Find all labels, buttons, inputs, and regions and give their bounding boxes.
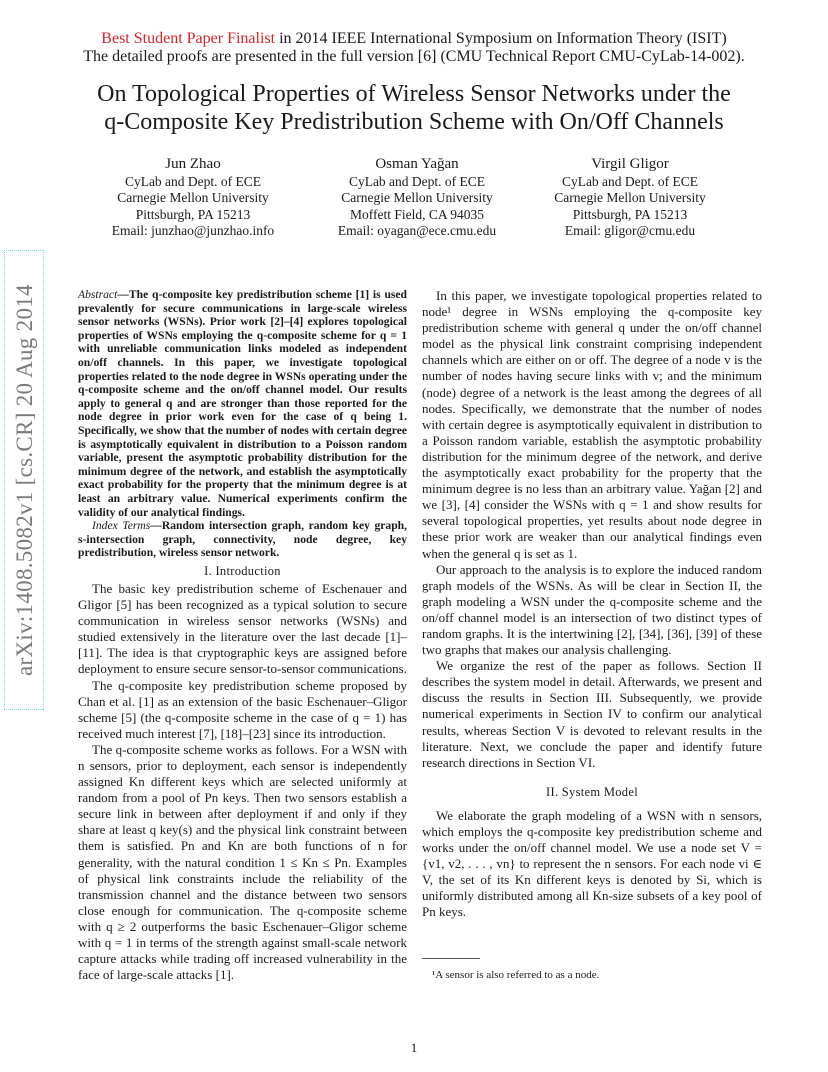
page-number: 1 [410, 1040, 418, 1055]
author-university: Carnegie Mellon University [341, 190, 493, 205]
author-3 [530, 156, 730, 240]
abstract-label: Abstract [78, 288, 118, 301]
footnote: ¹A sensor is also referred to as a node. [432, 969, 600, 981]
abstract [78, 288, 407, 519]
title-line-1: On Topological Properties of Wireless Sensor Networks under the [97, 81, 731, 107]
paper-title [40, 80, 788, 136]
arxiv-identifier-link[interactable]: arXiv:1408.5082v1 [cs.CR] 20 Aug 2014 [4, 250, 44, 710]
intro-paragraph-5: Our approach to the analysis is to explore the induced random graph models of the WSNs. As will be clear in Section II, the graph modeling a WSN under the q-composite scheme and the on/off channel model is an intersection of two distinct types of random graphs. It is the intertwining [2], [34], [36], [39] of these two graphs that makes our analysis challenging. [422, 561, 762, 658]
section-heading-system-model: II. System Model [546, 784, 638, 799]
intro-paragraph-4: In this paper, we investigate topological properties related to node¹ degree in WSNs employing the q-composite key predistribution scheme with general q under the on/off channel model as the physical link constraint comprising independent channels which are either on or off. The degree of a node v is the number of nodes having secure links with v; and the minimum (node) degree of a network is the least among the degrees of all nodes. Specifically, we demonstrate that the number of nodes with certain degree is asymptotically equivalent in distribution to a Poisson random variable, establish the asymptotic probability distribution for the minimum degree of the network, and derive the asymptotically exact probability for the property that the minimum degree is no less than an arbitrary value. Yağan [2] and we [3], [4] consider the WSNs with q = 1 and show results for several topological properties, yet results about node degree in these prior work are weaker than our analytical findings even when the general q is set as 1. [422, 288, 762, 561]
index-terms-text: —Random intersection graph, random key graph, s-intersection graph, connectivity, node degree, key predistribution, wireless sensor network. [78, 519, 407, 560]
award-text: in 2014 IEEE International Symposium on Information Theory (ISIT) [275, 30, 727, 47]
author-address: Pittsburgh, PA 15213 [135, 206, 251, 222]
right-column [422, 288, 762, 921]
author-name: Virgil Gligor [591, 156, 669, 172]
system-model-paragraph: We elaborate the graph modeling of a WSN with n sensors, which employs the q-composite key predistribution scheme and works under the on/off channel model. We use a node set V = {v1, v2, . . . , vn} to represent the n sensors. For each node vi ∈ V, the set of its Kn different keys is denoted by Si, which is uniformly distributed among all Kn-size subsets of a key pool of Pn keys. [422, 807, 762, 920]
proofs-note: The detailed proofs are presented in the full version [6] (CMU Technical Report CMU-CyLab-14-002). [83, 48, 745, 65]
left-column [78, 288, 407, 983]
author-email[interactable]: Email: junzhao@junzhao.info [111, 223, 275, 238]
author-university: Carnegie Mellon University [554, 190, 706, 205]
author-name: Jun Zhao [165, 156, 221, 172]
intro-paragraph-2: The q-composite key predistribution scheme proposed by Chan et al. [1] as an extension of the basic Eschenauer–Gligor scheme [5] (the q-composite scheme in the case of q = 1) has received much interest [7], [18]–[23] since its introduction. [78, 677, 407, 741]
abstract-text: —The q-composite key predistribution scheme [1] is used prevalently for secure communications in large-scale wireless sensor networks (WSNs). Prior work [2]–[4] explores topological properties of WSNs employing the q-composite scheme for q = 1 with unreliable communication links modeled as independent on/off channels. In this paper, we investigate topological properties related to the node degree in WSNs operating under the q-composite scheme and the on/off channel model. Our results apply to general q and are stronger than those reported for the node degree in prior work even for the case of q being 1. Specifically, we show that the number of nodes with certain degree is asymptotically equivalent in distribution to a Poisson random variable, present the asymptotic probability distribution for the minimum degree of the network, and establish the asymptotically exact probability for the property that the minimum degree is at least an arbitrary value. Numerical experiments confirm the validity of our analytical findings. [78, 288, 407, 519]
intro-paragraph-3: The q-composite scheme works as follows. For a WSN with n sensors, prior to deployment, each sensor is independently assigned Kn different keys which are selected uniformly at random from a pool of Pn keys. Then two sensors establish a secure link in between after deployment if and only if they share at least q key(s) and the physical link constraint between them is satisfied. Pn and Kn are both functions of n for generality, with the natural condition 1 ≤ Kn ≤ Pn. Examples of physical link constraints include the reliability of the transmission channel and the distance between two sensors close enough for communication. The q-composite scheme with q ≥ 2 outperforms the basic Eschenauer–Gligor scheme with q = 1 in terms of the strength against small-scale network capture attacks while trading off increased vulnerability in the face of large-scale attacks [1]. [78, 741, 407, 983]
author-1 [93, 156, 293, 240]
author-affiliation: CyLab and Dept. of ECE [348, 173, 486, 189]
author-address: Pittsburgh, PA 15213 [572, 206, 688, 222]
intro-paragraph-1: The basic key predistribution scheme of Eschenauer and Gligor [5] has been recognized as a typical solution to secure communication in wireless sensor networks (WSNs) and studied extensively in the literature over the last decade [1]–[11]. The idea is that cryptographic keys are assigned before deployment to ensure secure sensor-to-sensor communications. [78, 580, 407, 677]
footnote-rule [422, 958, 480, 959]
author-address: Moffett Field, CA 94035 [349, 206, 484, 222]
title-line-2: q-Composite Key Predistribution Scheme with On/Off Channels [104, 109, 724, 135]
author-affiliation: CyLab and Dept. of ECE [124, 173, 262, 189]
award-label: Best Student Paper Finalist [101, 30, 276, 47]
intro-paragraph-6: We organize the rest of the paper as follows. Section II describes the system model in detail. Afterwards, we present and discuss the results in Section III. Subsequently, we provide numerical experiments in Section IV to confirm our analytical results, whereas Section V is devoted to relevant results in the literature. Next, we conclude the paper and identify future research directions in Section VI. [422, 658, 762, 770]
author-affiliation: CyLab and Dept. of ECE [561, 173, 699, 189]
author-university: Carnegie Mellon University [117, 190, 269, 205]
author-name: Osman Yağan [375, 156, 459, 172]
author-email[interactable]: Email: gligor@cmu.edu [564, 223, 696, 238]
index-terms-label: Index Terms [92, 519, 151, 533]
index-terms [78, 519, 407, 560]
section-heading-introduction: I. Introduction [204, 563, 281, 578]
award-banner [0, 30, 828, 48]
author-2 [317, 156, 517, 240]
author-email[interactable]: Email: oyagan@ece.cmu.edu [337, 223, 497, 238]
